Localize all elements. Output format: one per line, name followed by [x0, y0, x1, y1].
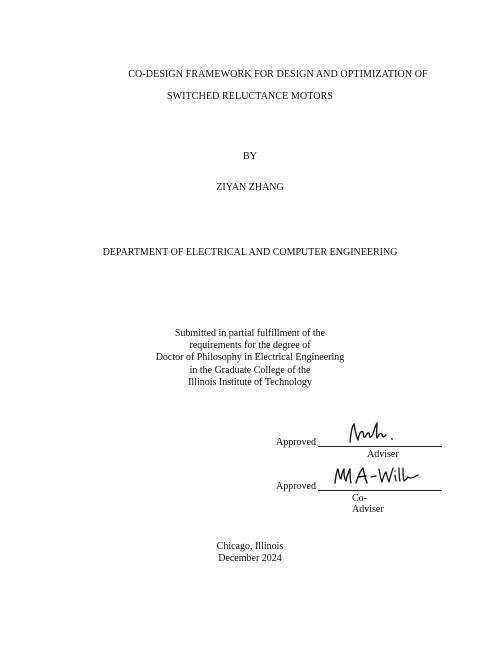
adviser-label: Adviser — [367, 449, 399, 460]
approved-label: Approved — [276, 437, 316, 448]
place-line: Chicago, Illinois — [216, 541, 284, 552]
department-name: DEPARTMENT OF ELECTRICAL AND COMPUTER ENGINEERING — [102, 247, 398, 258]
co-adviser-label: Co-Adviser — [352, 493, 384, 515]
title-line-1: CO-DESIGN FRAMEWORK FOR DESIGN AND OPTIMIZATION OF — [128, 69, 428, 80]
submission-line: in the Graduate College of the — [189, 364, 311, 376]
author-name: ZIYAN ZHANG — [216, 182, 284, 193]
place-and-date — [0, 541, 500, 565]
submission-line: Doctor of Philosophy in Electrical Engineering — [155, 352, 345, 364]
submission-line: Submitted in partial fulfillment of the — [174, 328, 326, 339]
title-line-2: SWITCHED RELUCTANCE MOTORS — [166, 91, 334, 102]
date-line: December 2024 — [218, 553, 282, 564]
submission-statement — [0, 328, 500, 389]
approved-label: Approved — [276, 481, 316, 492]
adviser-signature-line — [318, 446, 442, 447]
co-adviser-signature-line — [318, 490, 442, 491]
submission-line: requirements for the degree of — [189, 340, 311, 352]
co-adviser-signature — [332, 463, 422, 489]
by-label: BY — [243, 151, 257, 162]
submission-line: Illinois Institute of Technology — [188, 376, 312, 388]
